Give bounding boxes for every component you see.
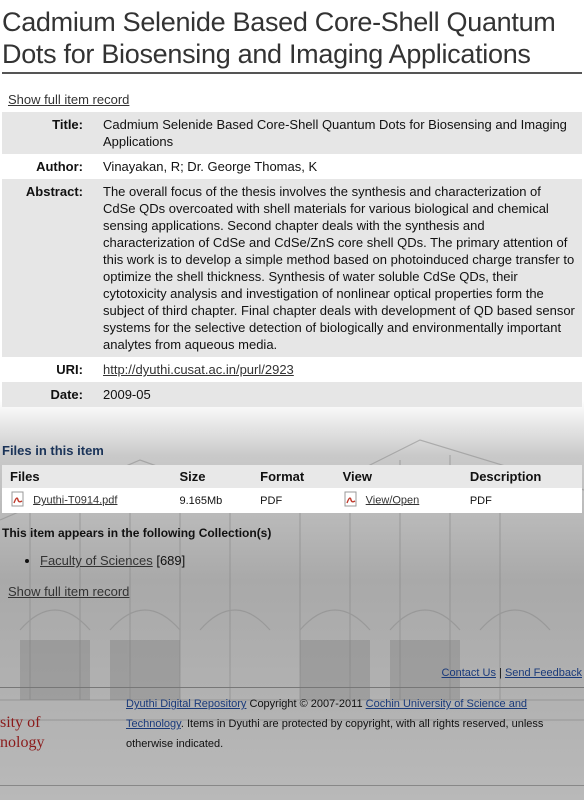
file-size: 9.165Mb	[171, 488, 252, 513]
files-table	[2, 465, 582, 513]
metadata-row-uri	[2, 357, 582, 382]
send-feedback-link[interactable]: Send Feedback	[504, 667, 582, 679]
footer-links	[442, 667, 582, 679]
file-name-link[interactable]: Dyuthi-T0914.pdf	[33, 494, 118, 507]
contact-us-link[interactable]: Contact Us	[441, 667, 496, 679]
metadata-value-title: Cadmium Selenide Based Core-Shell Quantum Dots for Biosensing and Imaging Applications	[103, 117, 567, 149]
title-divider	[2, 72, 582, 74]
pdf-file-icon	[10, 491, 26, 510]
logo-line: nology	[0, 734, 45, 751]
list-item	[40, 553, 185, 568]
files-header-files: Files	[2, 465, 171, 488]
collections-list	[24, 553, 185, 568]
repository-link[interactable]: Dyuthi Digital Repository	[126, 698, 247, 710]
metadata-label: URI:	[56, 362, 83, 377]
files-section-title: Files in this item	[2, 443, 104, 458]
file-cell	[2, 488, 171, 513]
metadata-row-abstract	[2, 179, 582, 357]
uri-link[interactable]: http://dyuthi.cusat.ac.in/purl/2923	[103, 362, 294, 377]
view-cell	[335, 488, 462, 513]
page-title: Cadmium Selenide Based Core-Shell Quantum Dots for Biosensing and Imaging Applications	[2, 7, 556, 69]
collection-link[interactable]: Faculty of Sciences	[40, 553, 153, 568]
files-header-description: Description	[462, 465, 582, 488]
file-format: PDF	[252, 488, 334, 513]
pdf-file-icon	[343, 491, 359, 510]
files-header-size: Size	[171, 465, 252, 488]
metadata-label: Author:	[36, 159, 83, 174]
rights-text: . Items in Dyuthi are protected by copyright, with all rights reserved, unless otherwise indicated.	[126, 718, 544, 750]
metadata-value-date: 2009-05	[103, 387, 151, 402]
files-header-format: Format	[252, 465, 334, 488]
metadata-row-author	[2, 154, 582, 179]
metadata-value-author: Vinayakan, R; Dr. George Thomas, K	[103, 159, 318, 174]
files-header-view: View	[335, 465, 462, 488]
file-description: PDF	[462, 488, 582, 513]
footer-divider	[0, 687, 584, 688]
collection-count: [689]	[156, 553, 186, 568]
metadata-value-uri	[97, 357, 582, 382]
footer-separator: |	[499, 667, 502, 679]
collections-section-title: This item appears in the following Collection(s)	[2, 526, 272, 540]
show-full-record-link-top[interactable]: Show full item record	[8, 92, 130, 107]
item-metadata-table	[2, 112, 582, 407]
metadata-value-abstract: The overall focus of the thesis involves the synthesis and characterization of CdSe QDs overcoated with shell materials for various biological and chemical sensing applications. Second chapter deals with the synthesis and characterization of CdSe and CdSe/ZnS core shell QDs. The primary attention of this work is to develop a simple method based on photoinduced charge transfer to optimize the shell thickness. Synthesis of water soluble CdSe QDs, their cytotoxicity analysis and investigation of nonlinear optical properties form the subject of third chapter. Final chapter deals with development of QD based sensor systems for the selective detection of biologically and environmentally important analytes from aqueous media.	[103, 184, 575, 352]
show-full-record-link-bottom[interactable]: Show full item record	[8, 584, 130, 599]
logo-line: sity of	[0, 714, 41, 731]
table-row	[2, 488, 582, 513]
copyright-notice	[126, 694, 566, 754]
view-open-link[interactable]: View/Open	[365, 494, 420, 507]
files-header-row	[2, 465, 582, 488]
metadata-label: Title:	[52, 117, 83, 132]
bottom-divider	[0, 785, 584, 786]
metadata-label: Date:	[50, 387, 83, 402]
metadata-row-date	[2, 382, 582, 407]
university-link[interactable]: Cochin University of Science and Technology	[126, 698, 528, 730]
copyright-text: Copyright © 2007-2011	[246, 698, 366, 710]
metadata-row-title	[2, 112, 582, 154]
university-logo[interactable]	[0, 713, 44, 753]
metadata-label: Abstract:	[25, 184, 83, 199]
